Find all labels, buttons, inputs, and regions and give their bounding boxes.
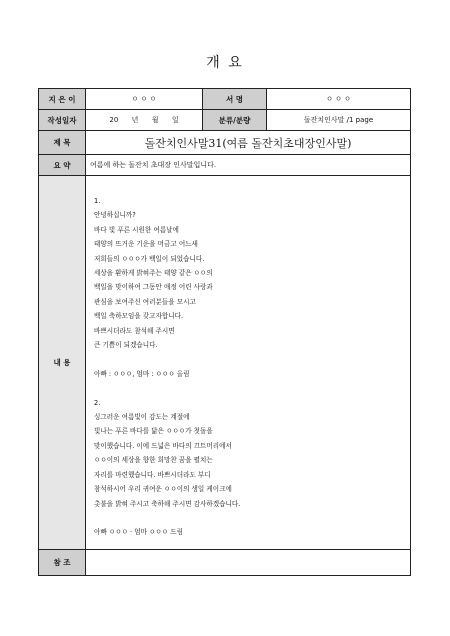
summary-value[interactable]: 여름에 하는 돌잔치 초대장 인사말입니다. [86, 155, 411, 176]
content-blank-line [94, 352, 404, 366]
signature-value[interactable]: ㅇ ㅇ ㅇ [267, 89, 411, 110]
document-title: 개 요 [206, 55, 244, 71]
overview-form [38, 88, 411, 576]
subject-label: 제 목 [39, 131, 86, 155]
content-line: 아빠 : ㅇㅇㅇ, 엄마 : ㅇㅇㅇ 올림 [94, 369, 190, 378]
content-blank-line [94, 511, 404, 525]
summary-row [39, 155, 411, 176]
content-label: 내 용 [39, 176, 86, 550]
content-blank-line [94, 381, 404, 395]
content-line: 저희들의 ㅇㅇㅇ가 백일이 되었습니다. [94, 254, 205, 263]
content-line: 싱그러운 여름빛이 감도는 계절에 [94, 413, 190, 422]
author-value[interactable]: ㅇ ㅇ ㅇ [86, 89, 203, 110]
content-line: 큰 기쁨이 되겠습니다. [94, 341, 158, 350]
author-row [39, 89, 411, 110]
content-line: 백일 축하모임을 갖고자합니다. [94, 312, 184, 321]
reference-row [39, 550, 411, 576]
content-line: 바쁘시더라도 참석해 주시면 [94, 326, 175, 335]
content-line: 촛불을 밝혀 주시고 축하해 주시면 감사하겠습니다. [94, 499, 241, 508]
content-line: 세상을 환하게 밝혀주는 태양 같은 ㅇㅇ의 [94, 269, 213, 278]
category-label: 분류/분량 [203, 110, 267, 131]
content-row [39, 176, 411, 550]
content-line: 백일을 맞이하여 그동안 애정 어린 사랑과 [94, 283, 213, 292]
date-row [39, 110, 411, 131]
summary-label: 요 약 [39, 155, 86, 176]
content-line: ㅇㅇ이의 세상을 향한 희망찬 꿈을 펼치는 [94, 456, 213, 465]
subject-row [39, 131, 411, 155]
content-line: 아빠 ㅇㅇㅇ · 엄마 ㅇㅇㅇ 드림 [94, 528, 184, 537]
date-label: 작성일자 [39, 110, 86, 131]
signature-label: 서 명 [203, 89, 267, 110]
subject-value[interactable]: 돌잔치인사말31(여름 돌잔치초대장인사말) [86, 131, 411, 155]
category-value[interactable]: 돌잔치인사말 /1 page [267, 110, 411, 131]
content-line: 안녕하십니까? [94, 211, 136, 220]
reference-label: 참 조 [39, 550, 86, 576]
reference-value[interactable] [86, 550, 411, 576]
author-label: 지 은 이 [39, 89, 86, 110]
content-line: 빛나는 푸른 바다를 닮은 ㅇㅇㅇ가 첫돌을 [94, 427, 213, 436]
content-line: 관심을 보여주신 여러분들을 모시고 [94, 297, 196, 306]
content-body[interactable] [86, 176, 411, 550]
content-line: 바다 빛 푸른 시원한 여름날에 [94, 225, 179, 234]
content-lines [94, 194, 404, 540]
content-line: 자리를 마련했습니다. 바쁘시더라도 부디 [94, 470, 211, 479]
content-line: 참석하시어 우리 귀여운 ㅇㅇ이의 생일 케이크에 [94, 485, 232, 494]
content-line: 태양의 뜨거운 기운을 머금고 어느새 [94, 240, 198, 249]
date-value[interactable]: 20 년 월 일 [86, 110, 203, 131]
content-line: 맞이했습니다. 이에 드넓은 바다의 끄트머리에서 [94, 441, 232, 450]
content-line: 2. [94, 398, 101, 407]
content-line: 1. [94, 197, 101, 205]
